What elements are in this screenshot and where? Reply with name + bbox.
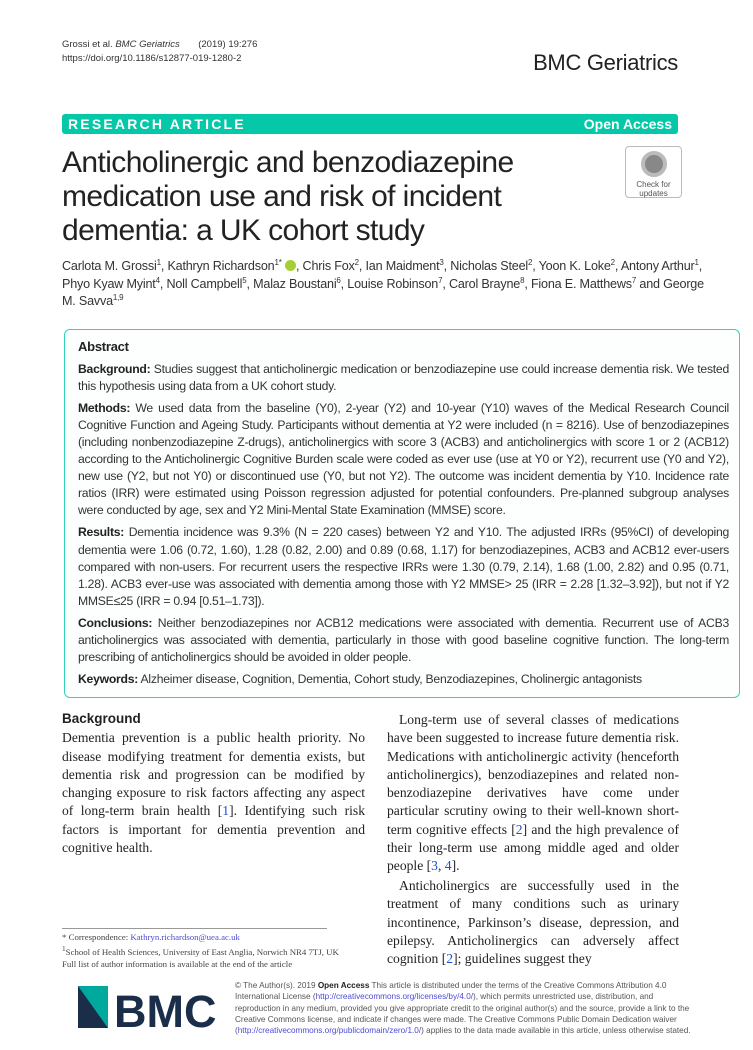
author-affiliation: 7 <box>438 275 443 285</box>
journal-name: BMC Geriatrics <box>533 50 678 75</box>
copyright: © The Author(s). 2019 <box>235 981 316 991</box>
author-affiliation: 1* <box>274 257 282 267</box>
affiliation-number: 1 <box>62 944 66 954</box>
abstract-box <box>64 329 740 699</box>
author-name[interactable]: Carlota M. Grossi <box>62 259 157 273</box>
correspondence-label: * Correspondence: <box>62 932 129 943</box>
abstract-section-text: We used data from the baseline (Y0), 2-year (Y2) and 10-year (Y10) waves of the Medical Research Council Cognitive Function and Ageing Study. Participants without dementia at Y2 were included (n = 8216). Use of benzodiazepines (including nonbenzodiazepine Z-drugs), anticholinergics with score 3 (ACB3) and anticholinergics with score 1 or 2 (ACB12) according to the Anticholinergic Cognitive Burden scale were coded as ever use (use at Y0 or Y2), recurrent use (Y0 and Y2), new use (Y2, but not Y0) or discontinued use (Y0, but not Y2). The outcome was incident dementia by Y10. Incidence rate ratios (IRR) were estimated using Poisson regression adjusted for potential confounders. Pre-planned subgroup analyses were conducted by age, sex and Y2 Mini-Mental State Examination (MMSE) score. <box>78 400 729 518</box>
bmc-logo <box>76 980 218 1040</box>
author-affiliation: 6 <box>336 275 341 285</box>
running-header <box>62 38 257 66</box>
license-text-2: ), which permits unrestricted use, distribution, and reproduction in any medium, provided you give appropriate credit to the original author(s) and the source, provide a link to the Creative Commons license, and indicate if changes were made. The Creative Commons Public Domain Dedication waiver ( <box>235 992 690 1036</box>
license-text-3: ) applies to the data made available in this article, unless otherwise stated. <box>421 1026 691 1036</box>
open-access-label: Open Access <box>583 116 672 132</box>
check-updates-icon <box>641 151 667 177</box>
body-text: ]. <box>451 857 460 873</box>
citation-link[interactable]: 2 <box>515 821 523 837</box>
abstract-section-label: Results: <box>78 525 125 540</box>
affiliation-text: School of Health Sciences, University of East Anglia, Norwich NR4 7TJ, UK <box>65 947 339 958</box>
citation-volume: (2019) 19:276 <box>198 39 258 50</box>
author-name[interactable]: Fiona E. Matthews <box>530 276 632 291</box>
cc-zero-link[interactable]: http://creativecommons.org/publicdomain/zero/1.0/ <box>237 1026 422 1036</box>
footnotes <box>62 929 365 970</box>
abstract-section-label: Methods: <box>78 400 131 415</box>
article-title: Anticholinergic and benzodiazepine medication use and risk of incident dementia: a UK cohort study <box>62 146 514 247</box>
author-affiliation: 1 <box>694 257 699 267</box>
author-info-note: Full list of author information is available at the end of the article <box>62 959 293 970</box>
author-name[interactable]: Chris Fox <box>302 259 355 273</box>
abstract-section <box>78 361 729 395</box>
citation-link[interactable]: 2 <box>446 950 454 966</box>
citation-authors: Grossi et al. <box>62 39 113 50</box>
body-text: , <box>437 857 445 873</box>
author-list: Carlota M. Grossi$^1$, Kathryn Richardson$^{1*}$ , Chris Fox$^2$, Ian Maidment$^3$, Nicholas Steel$^2$, Yoon K. Loke$^2$, Antony Arthur$^1$, Phyo Kyaw Myint$^4$, Noll Campbell$^5$, Malaz Boustani$^6$, Louise Robinson$^7$, Carol Brayne$^8$, Fiona E. Matthews$^7$ and George M. Savva$^{1,9}$ <box>62 257 704 308</box>
author-name[interactable]: Louise Robinson <box>347 276 439 291</box>
abstract-section-text: Studies suggest that anticholinergic medication or benzodiazepine use could increase dementia risk. We tested this hypothesis using data from a UK cohort study. <box>78 361 729 393</box>
citation-link[interactable]: 4 <box>444 857 452 873</box>
check-for-updates-button[interactable] <box>625 146 682 198</box>
body-text: Dementia prevention is a public health priority. No disease modifying treatment for dementia exists, but dementia risk and progression can be modified by changing exposure to risk factors affecting any aspect of long-term brain health [ <box>62 730 365 819</box>
body-text: Anticholinergics are successfully used in the treatment of many conditions such as urinary incontinence, Parkinson’s disease, depression, and epilepsy. Anticholinergics can adversely affect cognition [ <box>387 878 679 966</box>
check-updates-label: Check for <box>636 180 671 189</box>
author-affiliation: 5 <box>242 275 247 285</box>
citation-journal: BMC Geriatrics <box>115 39 180 50</box>
author-name[interactable]: Noll Campbell <box>166 276 243 291</box>
author-affiliation: 2 <box>354 257 359 267</box>
author-name[interactable]: Kathryn Richardson <box>167 259 275 273</box>
author-affiliation: 7 <box>631 275 637 285</box>
abstract-section-text: Alzheimer disease, Cognition, Dementia, Cohort study, Benzodiazepines, Cholinergic antagonists <box>140 672 642 687</box>
cc-by-link[interactable]: http://creativecommons.org/licenses/by/4.0/ <box>315 992 474 1002</box>
author-name[interactable]: Phyo Kyaw Myint <box>62 276 156 291</box>
author-name[interactable]: Carol Brayne <box>448 276 521 291</box>
body-right-column <box>387 710 679 970</box>
correspondence-email-link[interactable]: Kathryn.richardson@uea.ac.uk <box>130 932 240 943</box>
abstract-heading: Abstract <box>78 338 129 354</box>
body-paragraph <box>387 711 679 875</box>
author-affiliation: 8 <box>520 275 525 285</box>
body-paragraph <box>62 729 365 856</box>
author-name[interactable]: Yoon K. Loke <box>538 259 611 273</box>
author-affiliation: 3 <box>439 257 444 267</box>
abstract-section-label: Keywords: <box>78 672 139 687</box>
body-text: ] and the high prevalence of their long-term use among middle aged and older people [ <box>387 821 679 873</box>
author-affiliation: 4 <box>155 275 160 285</box>
abstract-section-text: Neither benzodiazepines nor ACB12 medications were associated with dementia. Recurrent use of ACB3 anticholinergics was associated with dementia, particularly in those with good baseline cognitive function. The long-term prescribing of anticholinergics should be avoided in older people. <box>78 615 730 665</box>
license-statement <box>235 980 695 1040</box>
citation-link[interactable]: 1 <box>222 803 230 819</box>
abstract-section-label: Background: <box>78 361 151 376</box>
author-affiliation: 1 <box>156 257 161 267</box>
article-flow <box>62 258 740 1050</box>
author-affiliation: 2 <box>610 257 615 267</box>
abstract-section-label: Conclusions: <box>78 615 153 630</box>
section-heading-background: Background <box>62 711 141 727</box>
orcid-icon[interactable] <box>285 260 296 271</box>
open-access-label: Open Access <box>317 981 370 991</box>
author-name[interactable]: Ian Maidment <box>365 259 440 273</box>
article-type: RESEARCH ARTICLE <box>68 116 246 132</box>
license-text: This article is distributed under the terms of the Creative Commons Attribution 4.0 International License ( <box>235 981 667 1002</box>
license-footer <box>76 980 740 1050</box>
author-affiliation: 2 <box>527 257 533 267</box>
check-updates-label-2: updates <box>639 189 668 198</box>
abstract-section <box>78 400 729 520</box>
author-affiliation: 1,9 <box>112 292 124 302</box>
abstract-section <box>78 524 729 609</box>
body-text: Long-term use of several classes of medications have been suggested to increase future dementia risk. Medications with anticholinergic activity (henceforth anticholinergics), benzodiazepines and related non-benzodiazepine derivatives have come under particular scrutiny owing to their well-known short-term cognitive effects [ <box>387 712 679 837</box>
author-name[interactable]: Antony Arthur <box>620 259 695 273</box>
body-text: ]. Identifying such risk factors is important for dementia prevention and cognitive health. <box>62 803 365 855</box>
author-name[interactable]: Malaz Boustani <box>253 276 337 291</box>
body-left-column <box>62 710 365 970</box>
article-type-banner <box>62 114 678 134</box>
author-name[interactable]: Nicholas Steel <box>450 259 528 273</box>
body-paragraph <box>387 877 679 968</box>
abstract-section <box>78 615 729 666</box>
title-row <box>62 146 682 248</box>
abstract-section-text: Dementia incidence was 9.3% (N = 220 cases) between Y2 and Y10. The adjusted IRRs (95%CI) of developing dementia were 1.06 (0.72, 1.60), 1.28 (0.82, 2.00) and 0.89 (0.68, 1.17) for benzodiazepines, ACB3 and ACB12 ever-users compared with non-users. For recurrent users the respective IRRs were 1.30 (0.79, 2.14), 1.68 (1.00, 2.82) and 0.95 (0.71, 1.28). ACB3 ever-use was associated with dementia among those with Y2 MMSE> 25 (IRR = 2.28 [1.32–3.92]), but not if Y2 MMSE≤25 (IRR = 0.94 [0.51–1.73]). <box>78 525 729 608</box>
doi-link[interactable]: https://doi.org/10.1186/s12877-019-1280-2 <box>62 53 242 64</box>
citation-link[interactable]: 3 <box>431 857 438 873</box>
author-name[interactable]: George M. Savva <box>62 276 704 308</box>
abstract-section <box>78 671 729 688</box>
svg-text:BMC: BMC <box>114 986 217 1038</box>
body-text: ]; guidelines suggest they <box>453 950 592 966</box>
body-columns <box>62 710 679 970</box>
